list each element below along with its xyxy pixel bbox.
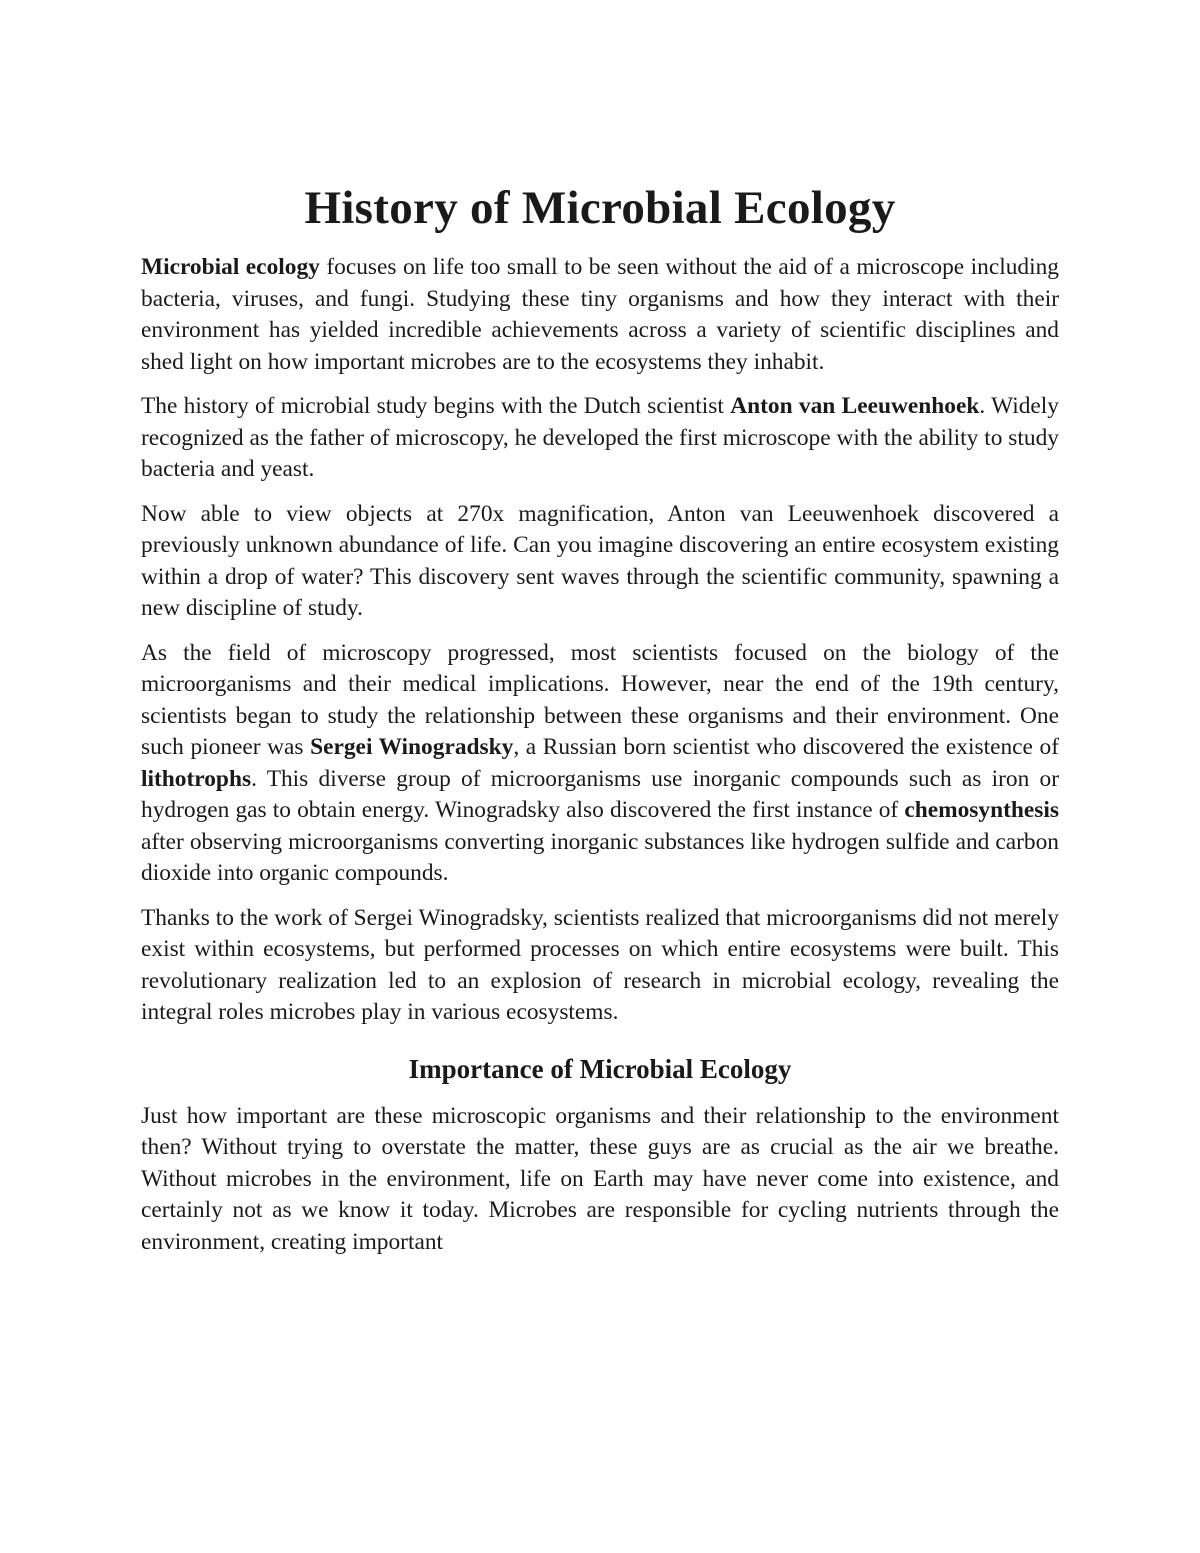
text-run: The history of microbial study begins with the Dutch scientist [141, 393, 731, 419]
section-heading: Importance of Microbial Ecology [408, 1053, 792, 1084]
text-run: As the field of microscopy progressed, most scientists focused on the biology of the microorganisms and their medical implications. However, near the end of the 19th century, scientists began to study the relationship between these organisms and their environment. One such pioneer was [141, 639, 1059, 760]
text-run: Thanks to the work of Sergei Winogradsky, scientists realized that microorganisms did not merely exist within ecosystems, but performed processes on which entire ecosystems were built. This revolutionary realization led to an explosion of research in microbial ecology, revealing the integral roles microbes play in various ecosystems. [141, 904, 1059, 1025]
paragraph-magnification [141, 499, 1059, 625]
paragraph-leeuwenhoek [141, 391, 1059, 486]
paragraph-winogradsky [141, 638, 1059, 890]
text-run: . This diverse group of microorganisms use inorganic compounds such as iron or hydrogen gas to obtain energy. Winogradsky also discovered the first instance of [141, 765, 1059, 823]
text-run: after observing microorganisms converting inorganic substances like hydrogen sulfide and carbon dioxide into organic compounds. [141, 828, 1059, 886]
paragraph-intro [141, 252, 1059, 378]
text-run: . Widely recognized as the father of microscopy, he developed the first microscope with the ability to study bacteria and yeast. [141, 393, 1059, 482]
document-title: History of Microbial Ecology [304, 182, 896, 234]
paragraph-realization [141, 903, 1059, 1029]
text-run: , a Russian born scientist who discovered the existence of [513, 734, 1059, 760]
document-page [141, 178, 1059, 1271]
bold-term: Anton van Leeuwenhoek [730, 393, 980, 419]
bold-term: chemosynthesis [904, 797, 1059, 823]
paragraph-importance [141, 1101, 1059, 1259]
text-run: Just how important are these microscopic organisms and their relationship to the environment then? Without trying to overstate the matter, these guys are as crucial as the air we breathe. Without microbes in the environment, life on Earth may have never come into existence, and certainly not as we know it today. Microbes are responsible for cycling nutrients through the environment, creating important [141, 1102, 1059, 1255]
bold-term: lithotrophs [141, 765, 252, 792]
bold-term: Sergei Winogradsky [310, 734, 514, 760]
text-run: Now able to view objects at 270x magnification, Anton van Leeuwenhoek discovered a previously unknown abundance of life. Can you imagine discovering an entire ecosystem existing within a drop of water? This discovery sent waves through the scientific community, spawning a new discipline of study. [141, 500, 1059, 621]
bold-term: Microbial ecology [141, 254, 320, 280]
text-run: focuses on life too small to be seen without the aid of a microscope including bacteria, viruses, and fungi. Studying these tiny organisms and how they interact with their environment has yielded incredible achievements across a variety of scientific disciplines and shed light on how important microbes are to the ecosystems they inhabit. [141, 254, 1059, 375]
